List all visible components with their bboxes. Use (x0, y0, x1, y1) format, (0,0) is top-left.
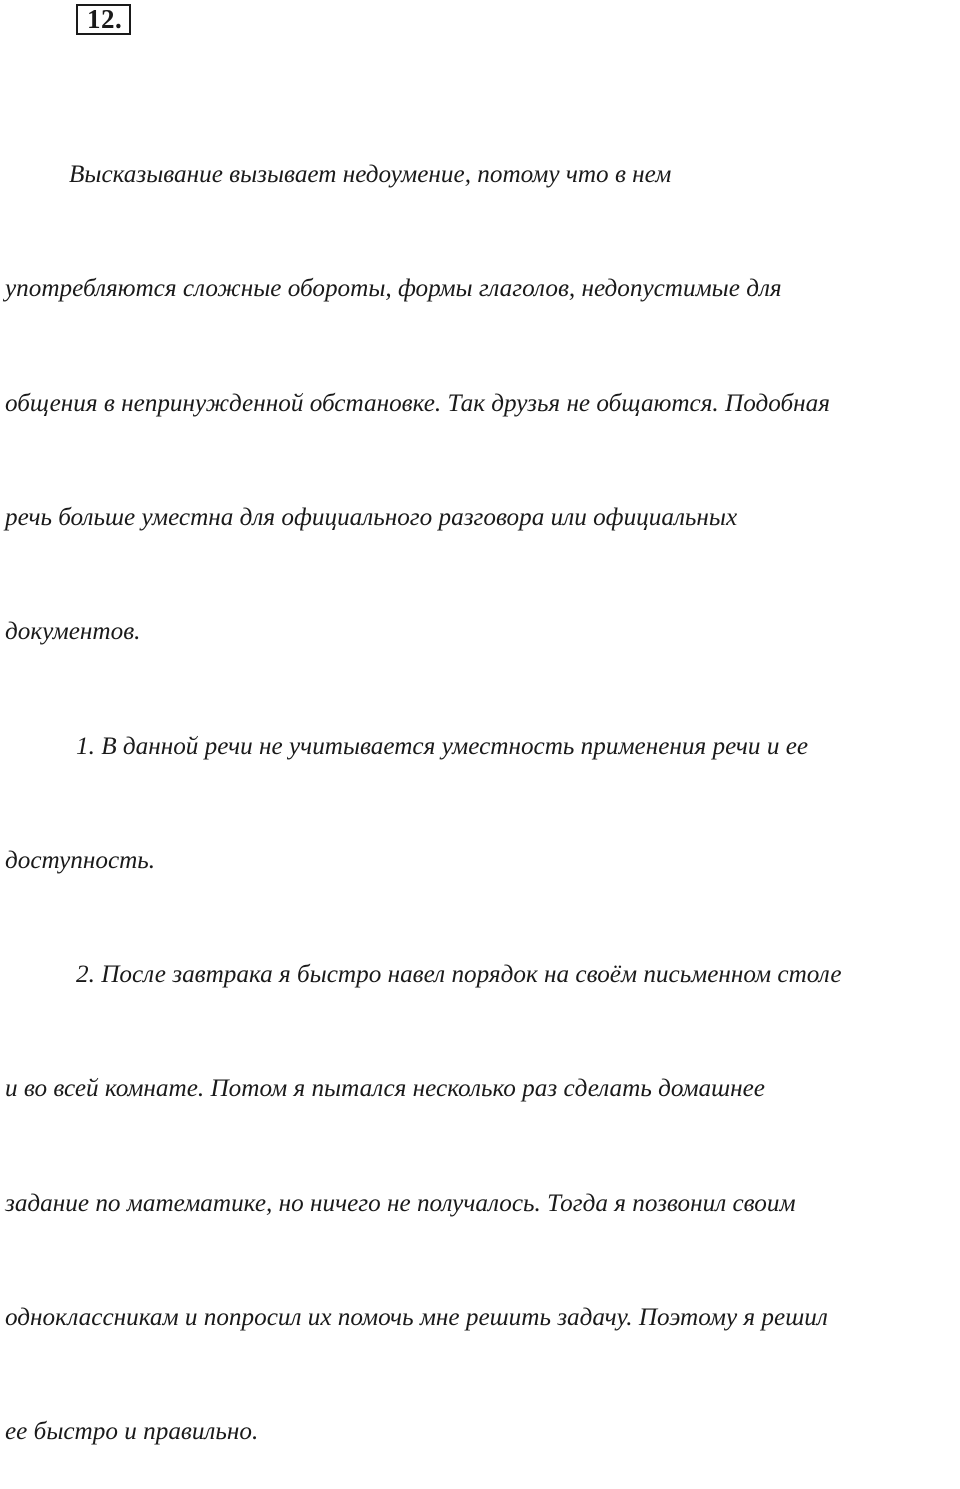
answer-text (5, 80, 957, 1489)
paragraph-line: задание по математике, но ничего не получалось. Тогда я позвонил своим (5, 1189, 796, 1217)
task-number-badge: 12. (76, 4, 131, 35)
paragraph-line: Высказывание вызывает недоумение, потому что в нем (69, 161, 672, 189)
paragraph-line: документов. (5, 618, 141, 646)
paragraph-line: речь больше уместна для официального разговора или официальных (5, 504, 738, 532)
paragraph-line: 2. После завтрака я быстро навел порядок на своём письменном столе (76, 961, 842, 989)
paragraph-line: 1. В данной речи не учитывается уместность применения речи и ее (76, 732, 809, 760)
paragraph-line: употребляются сложные обороты, формы глаголов, недопустимые для (5, 275, 782, 303)
paragraph-line: ее быстро и правильно. (5, 1418, 259, 1446)
paragraph-line: общения в непринужденной обстановке. Так друзья не общаются. Подобная (5, 389, 830, 417)
paragraph-line: и во всей комнате. Потом я пытался несколько раз сделать домашнее (5, 1075, 765, 1103)
paragraph-line: доступность. (5, 846, 156, 874)
paragraph-line: одноклассникам и попросил их помочь мне решить задачу. Поэтому я решил (5, 1304, 828, 1331)
